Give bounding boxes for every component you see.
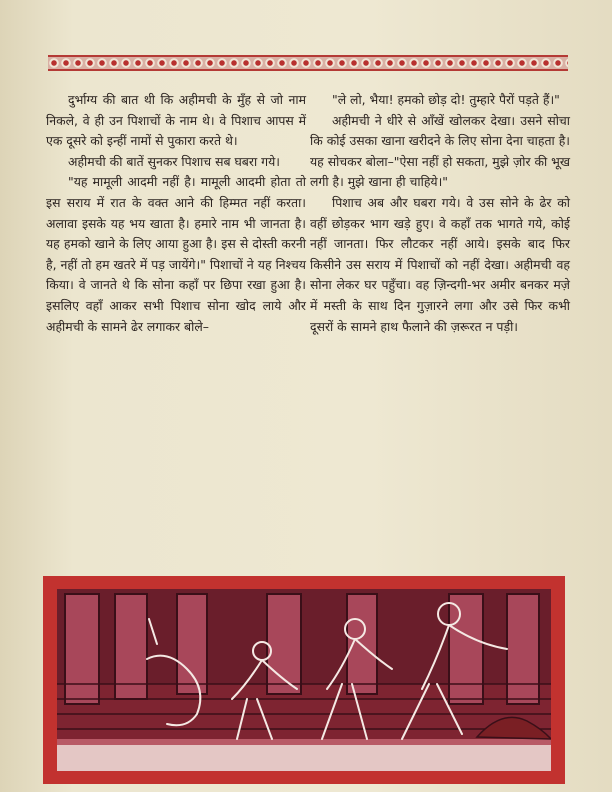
story-paragraph: अहीमची ने धीरे से आँखें खोलकर देखा। उसने सोचा कि कोई उसका खाना खरीदने के लिए सोना देना चाहता है। यह सोचकर बोला–"ऐसा नहीं हो सकता, मुझे ज़ोर की भूख लगी है। मुझे खाना ही चाहिये।" <box>310 112 570 190</box>
story-illustration <box>43 576 565 784</box>
story-column-right <box>310 90 570 337</box>
story-paragraph: "यह मामूली आदमी नहीं है। मामूली आदमी होता तो इस सराय में रात के वक्त आने की हिम्मत नहीं करता। अलावा इसके यह भय खाता है। हमारे नाम भी जानता है। यह हमको खाने के लिए आया हुआ है। इस से दोस्ती करनी है, नहीं तो हम खतरे में पड़ जायेंगे।" पिशाचों ने यह निश्चय किया। वे जानते थे कि सोना कहाँ पर छिपा रखा हुआ है। इसलिए वहाँ आकर सभी पिशाच सोना खोद लाये और अहीमची के सामने ढेर लगाकर बोले– <box>46 174 306 334</box>
ghosts-fleeing-illustration <box>57 589 551 771</box>
story-paragraph: अहीमची की बातें सुनकर पिशाच सब घबरा गये। <box>68 153 280 169</box>
story-paragraph: "ले लो, भैया! हमको छोड़ दो! तुम्हारे पैरों पड़ते हैं।" <box>332 92 560 107</box>
story-column-left <box>46 90 306 337</box>
decorative-border-strip <box>48 55 568 71</box>
story-paragraph: पिशाच अब और घबरा गये। वे उस सोने के ढेर को वहीं छोड़कर भाग खड़े हुए। वे कहाँ तक भागते गये, कोई नहीं जानता। फिर लौटकर नहीं आये। इसके बाद फिर किसीने उस सराय में पिशाचों को नहीं देखा। अहीमची वह सोना लेकर घर पहुँचा। वह ज़िन्दगी-भर अमीर बनकर मज़े में मस्ती के साथ दिन गुज़ारने लगा और उसे फिर कभी दूसरों के सामने हाथ फैलाने की ज़रूरत न पड़ी। <box>310 194 570 334</box>
pillars <box>65 594 539 704</box>
story-paragraph: दुर्भाग्य की बात थी कि अहीमची के मुँह से जो नाम निकले, वे ही उन पिशाचों के नाम थे। वे पिशाच आपस में एक दूसरे को इन्हीं नामों से पुकारा करते थे। <box>46 92 306 149</box>
